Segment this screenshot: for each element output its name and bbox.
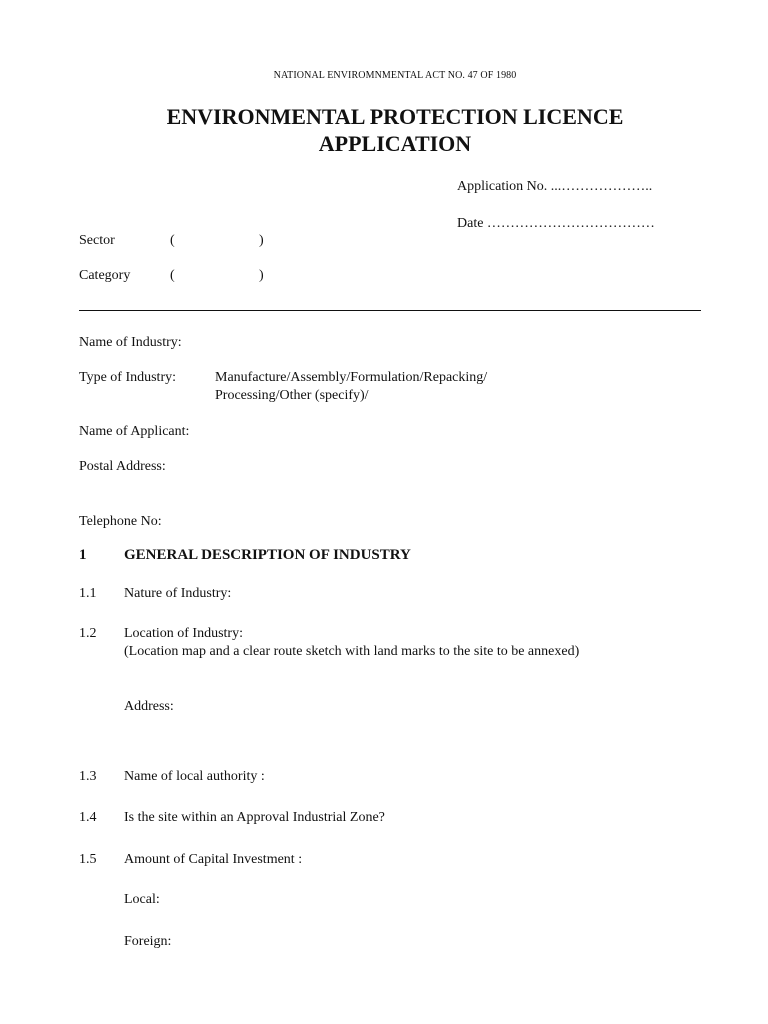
item-1-4-number: 1.4 (79, 810, 97, 825)
application-no-field[interactable]: Application No. ...……………….. (457, 179, 653, 194)
name-of-applicant-label: Name of Applicant: (79, 424, 190, 439)
item-1-1-number: 1.1 (79, 586, 97, 601)
postal-address-label: Postal Address: (79, 459, 166, 474)
item-1-2-label: Location of Industry: (124, 626, 243, 641)
category-label: Category (79, 268, 131, 283)
section-1-heading: GENERAL DESCRIPTION OF INDUSTRY (124, 547, 411, 563)
item-1-5-label: Amount of Capital Investment : (124, 852, 303, 867)
item-1-4-label: Is the site within an Approval Industrial Zone? (124, 810, 385, 825)
divider-rule (79, 310, 701, 311)
item-1-2-note: (Location map and a clear route sketch with land marks to the site to be annexed) (124, 644, 580, 659)
date-field[interactable]: Date ……………………………… (457, 216, 655, 231)
sector-open-paren: ( (170, 233, 175, 248)
local-investment-label: Local: (124, 892, 160, 907)
item-1-5-number: 1.5 (79, 852, 97, 867)
item-1-1-label: Nature of Industry: (124, 586, 232, 601)
type-of-industry-options-line1: Manufacture/Assembly/Formulation/Repacking/ (215, 370, 488, 385)
act-reference: NATIONAL ENVIROMNMENTAL ACT NO. 47 OF 1980 (273, 70, 517, 81)
telephone-label: Telephone No: (79, 514, 162, 529)
section-1-number: 1 (79, 547, 87, 563)
form-title-line2: APPLICATION (318, 131, 472, 156)
category-open-paren: ( (170, 268, 175, 283)
sector-close-paren: ) (259, 233, 264, 248)
item-1-3-number: 1.3 (79, 769, 97, 784)
type-of-industry-label: Type of Industry: (79, 370, 177, 385)
category-close-paren: ) (259, 268, 264, 283)
item-1-2-number: 1.2 (79, 626, 97, 641)
type-of-industry-options-line2: Processing/Other (specify)/ (215, 388, 369, 403)
name-of-industry-label: Name of Industry: (79, 335, 182, 350)
foreign-investment-label: Foreign: (124, 934, 172, 949)
form-title-line1: ENVIRONMENTAL PROTECTION LICENCE (166, 104, 624, 129)
address-label: Address: (124, 699, 174, 714)
sector-label: Sector (79, 233, 115, 248)
item-1-3-label: Name of local authority : (124, 769, 265, 784)
